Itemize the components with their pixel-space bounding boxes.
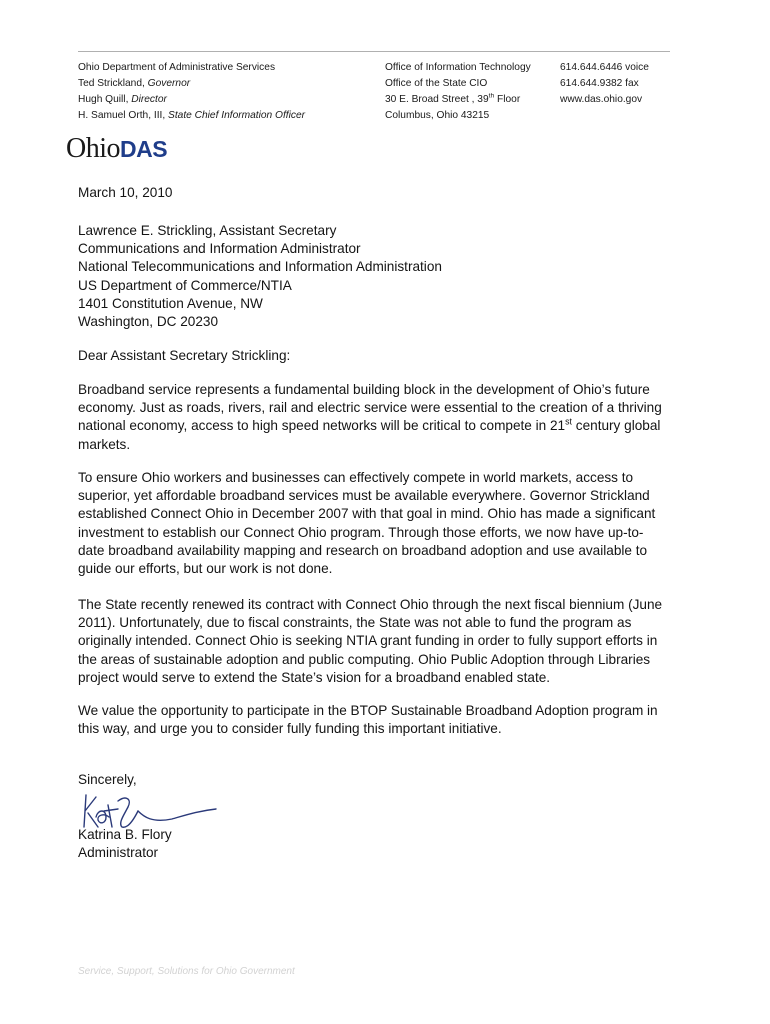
cio-line: [78, 108, 305, 124]
header-person-role: Director: [131, 94, 167, 105]
office-name: Office of Information Technology: [385, 62, 531, 73]
website-link: www.das.ohio.gov: [560, 94, 643, 105]
paragraph-3-line: originally intended. Connect Ohio is seeking NTIA grant funding in order to fully support efforts in: [78, 633, 658, 649]
paragraph-2-line: established Connect Ohio in December 2007 with that goal in mind. Ohio has made a significant: [78, 506, 656, 522]
recipient-street: 1401 Constitution Avenue, NW: [78, 295, 263, 311]
header-office-block: [385, 60, 531, 124]
letter-date: March 10, 2010: [78, 185, 173, 200]
paragraph-3-line: 2011). Unfortunately, due to fiscal constraints, the State was not able to fund the program as: [78, 615, 632, 631]
signer-title: Administrator: [78, 845, 159, 861]
paragraph-3: [78, 596, 706, 687]
street-address-floor: Floor: [494, 94, 521, 105]
salutation: Dear Assistant Secretary Strickling:: [78, 348, 291, 363]
paragraph-1-line: markets.: [78, 436, 131, 452]
logo-ohio-text: Ohio: [66, 133, 120, 164]
recipient-org: National Telecommunications and Information Administration: [78, 259, 442, 275]
paragraph-2-line: superior, yet affordable broadband services must be available everywhere. Governor Strickland: [78, 488, 650, 504]
governor-line: [78, 76, 305, 92]
header-person-role: State Chief Information Officer: [168, 110, 306, 121]
paragraph-1-text: national economy, access to high speed networks will be critical to compete in 21: [78, 418, 566, 434]
paragraph-4: [78, 702, 706, 738]
ohio-das-logo: [66, 133, 167, 165]
paragraph-1-line: economy. Just as roads, rivers, rail and electric service were essential to the creation of a thriving: [78, 400, 662, 416]
director-line: [78, 92, 305, 108]
header-rule: [78, 51, 670, 52]
paragraph-1-text: century global: [572, 418, 661, 434]
header-person-name: Ted Strickland,: [78, 78, 148, 89]
logo-das-text: DAS: [120, 136, 168, 162]
paragraph-2-line: To ensure Ohio workers and businesses can effectively compete in world markets, access to: [78, 470, 634, 485]
street-address-main: 30 E. Broad Street , 39: [385, 94, 489, 105]
fax-number: 614.644.9382 fax: [560, 78, 639, 89]
footer-tagline: Service, Support, Solutions for Ohio Government: [78, 966, 295, 977]
header-person-role: Governor: [147, 78, 191, 89]
paragraph-2-line: date broadband availability mapping and research on broadband adoption and use available to: [78, 542, 648, 558]
paragraph-4-line: this way, and urge you to consider fully funding this important initiative.: [78, 721, 502, 737]
street-address: [385, 92, 531, 108]
paragraph-3-line: the areas of sustainable adoption and public computing. Ohio Public Adoption through Libraries: [78, 651, 651, 667]
paragraph-2-line: investment to establish our Connect Ohio program. Through those efforts, we now have up-to-: [78, 524, 644, 540]
city-state-zip: Columbus, Ohio 43215: [385, 110, 490, 121]
paragraph-1-line: Broadband service represents a fundamental building block in the development of Ohio’s future: [78, 382, 650, 397]
header-agency-block: [78, 60, 305, 124]
paragraph-3-line: The State recently renewed its contract with Connect Ohio through the next fiscal biennium (June: [78, 597, 663, 612]
paragraph-2: [78, 469, 706, 578]
voice-phone: 614.644.6446 voice: [560, 62, 649, 73]
paragraph-1: [78, 381, 706, 454]
signer-block: [78, 826, 706, 862]
paragraph-2-line: guide our efforts, but our work is not done.: [78, 561, 333, 577]
header-contact-block: [560, 60, 649, 108]
recipient-dept: US Department of Commerce/NTIA: [78, 277, 292, 293]
closing: Sincerely,: [78, 772, 137, 787]
header-person-name: H. Samuel Orth, III,: [78, 110, 169, 121]
recipient-name: Lawrence E. Strickling, Assistant Secretary: [78, 223, 337, 238]
paragraph-1-line: [78, 417, 706, 435]
recipient-city: Washington, DC 20230: [78, 314, 219, 330]
header-person-name: Hugh Quill,: [78, 94, 132, 105]
recipient-address: [78, 222, 706, 331]
agency-name: Ohio Department of Administrative Services: [78, 62, 276, 73]
street-address-sup: th: [488, 92, 495, 100]
paragraph-3-line: project would serve to extend the State’s vision for a broadband enabled state.: [78, 669, 551, 685]
recipient-title: Communications and Information Administrator: [78, 241, 361, 257]
signer-name: Katrina B. Flory: [78, 827, 172, 842]
office-subname: Office of the State CIO: [385, 78, 488, 89]
paragraph-4-line: We value the opportunity to participate in the BTOP Sustainable Broadband Adoption program in: [78, 703, 658, 718]
ordinal-suffix: st: [565, 416, 572, 427]
